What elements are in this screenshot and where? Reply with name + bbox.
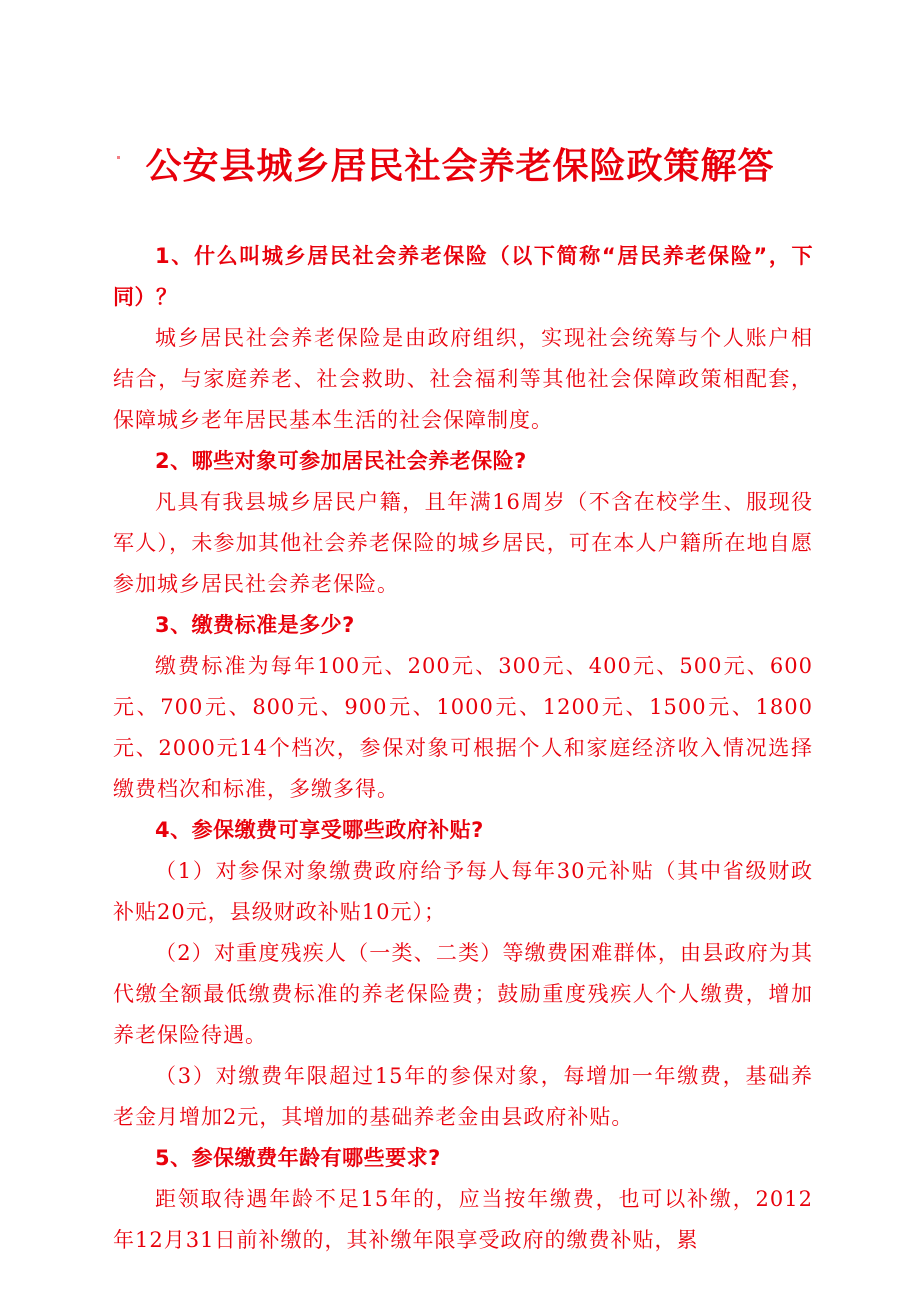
section-paragraph: 凡具有我县城乡居民户籍，且年满16周岁（不含在校学生、服现役军人），未参加其他社会养老保险的城乡居民，可在本人户籍所在地自愿参加城乡居民社会养老保险。 (113, 490, 813, 596)
section-paragraph: （2）对重度残疾人（一类、二类）等缴费困难群体，由县政府为其代缴全额最低缴费标准的养老保险费；鼓励重度残疾人个人缴费，增加养老保险待遇。 (113, 941, 813, 1047)
section-paragraph: 缴费标准为每年100元、200元、300元、400元、500元、600元、700元、800元、900元、1000元、1200元、1500元、1800元、2000元14个档次，参保对象可根据个人和家庭经济收入情况选择缴费档次和标准，多缴多得。 (113, 654, 813, 801)
section-question: 5、参保缴费年龄有哪些要求? (155, 1146, 441, 1170)
page-title: 公安县城乡居民社会养老保险政策解答 (145, 145, 775, 187)
document-body (113, 236, 813, 1261)
section-5 (113, 1138, 813, 1261)
section-question: 3、缴费标准是多少? (155, 613, 355, 637)
section-paragraph: 距领取待遇年龄不足15年的，应当按年缴费，也可以补缴，2012年12月31日前补缴的，其补缴年限享受政府的缴费补贴，累 (113, 1187, 813, 1252)
section-question: 1、什么叫城乡居民社会养老保险（以下简称“居民养老保险”，下同）？ (113, 244, 813, 309)
section-paragraph: 城乡居民社会养老保险是由政府组织，实现社会统筹与个人账户相结合，与家庭养老、社会救助、社会福利等其他社会保障政策相配套，保障城乡老年居民基本生活的社会保障制度。 (113, 326, 813, 432)
section-1 (113, 236, 813, 441)
section-question: 2、哪些对象可参加居民社会养老保险? (155, 449, 527, 473)
section-paragraph: （1）对参保对象缴费政府给予每人每年30元补贴（其中省级财政补贴20元，县级财政补贴10元）； (113, 859, 813, 924)
section-paragraph: （3）对缴费年限超过15年的参保对象，每增加一年缴费，基础养老金月增加2元，其增加的基础养老金由县政府补贴。 (113, 1064, 813, 1129)
section-2 (113, 441, 813, 605)
section-question: 4、参保缴费可享受哪些政府补贴? (155, 818, 484, 842)
section-3 (113, 605, 813, 810)
section-4 (113, 810, 813, 1138)
